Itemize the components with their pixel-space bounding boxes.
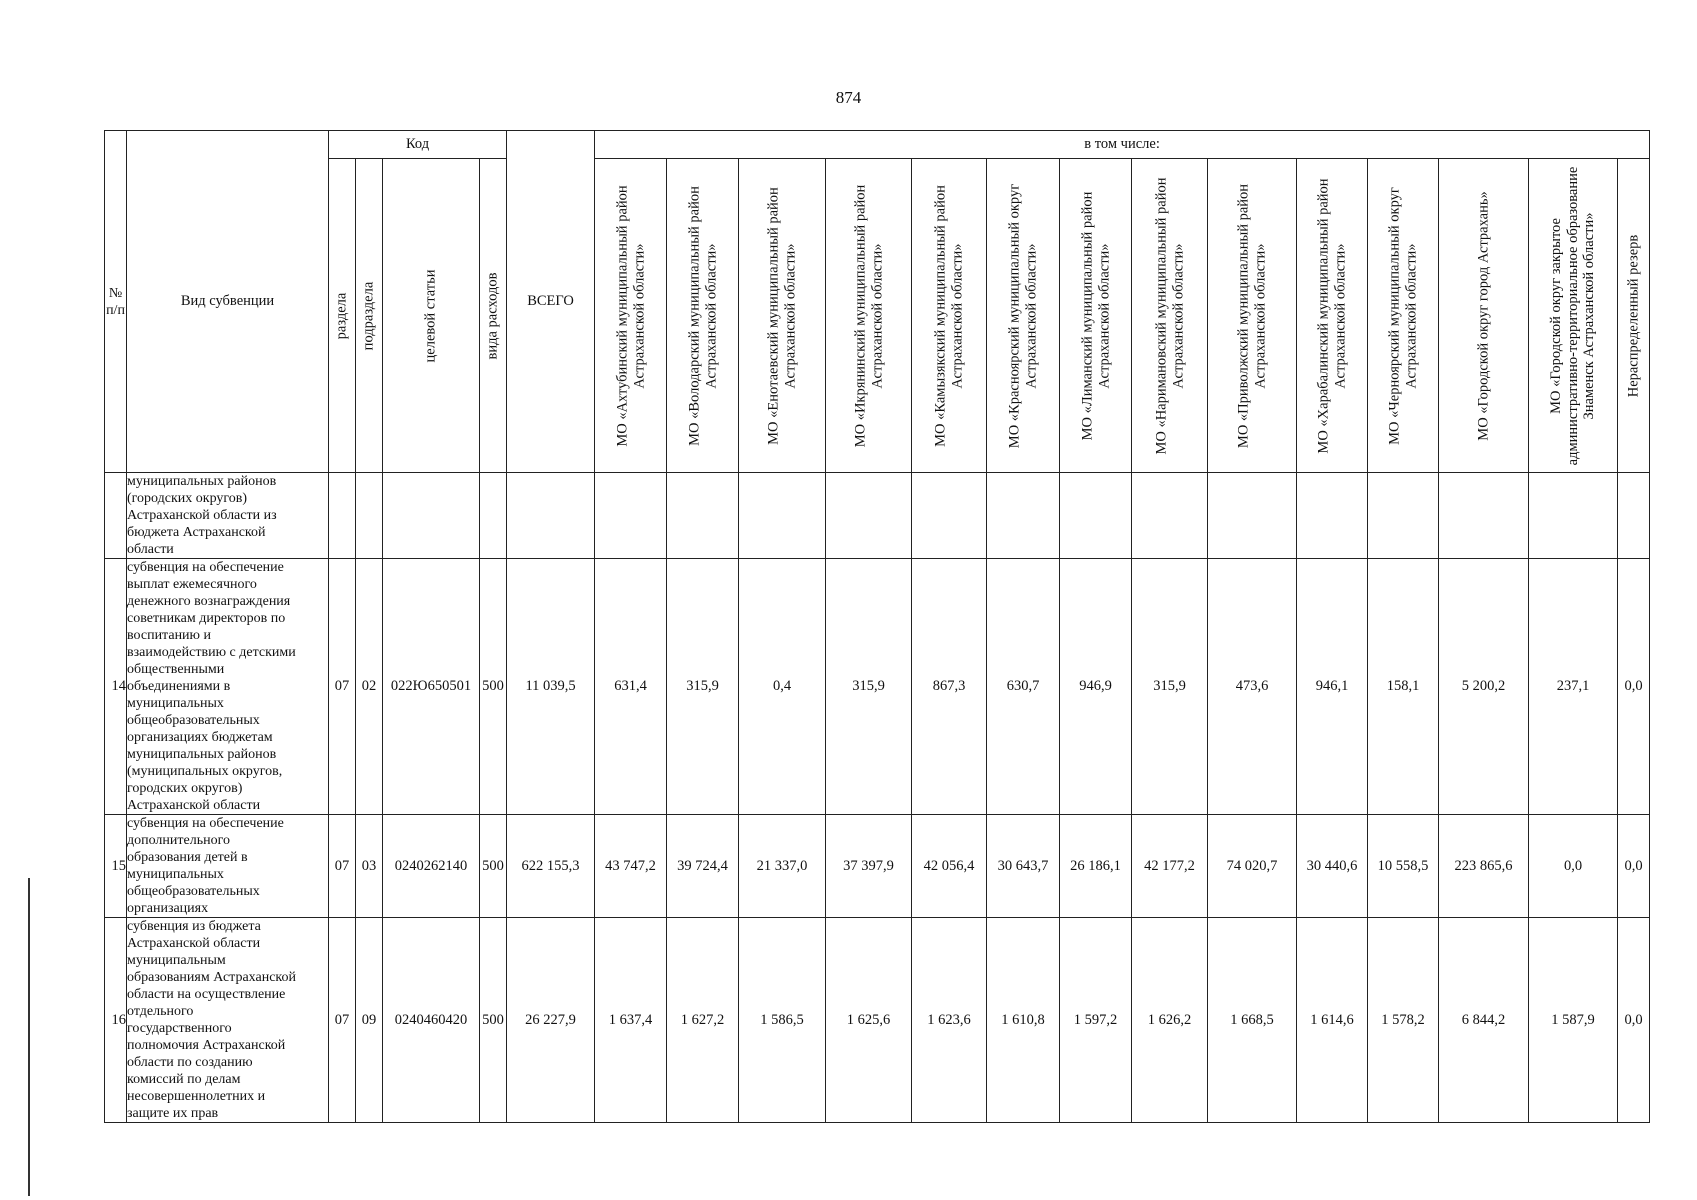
row-total [507, 473, 595, 559]
row-value: 223 865,6 [1439, 815, 1529, 918]
row-total: 622 155,3 [507, 815, 595, 918]
header-municipality [987, 159, 1060, 473]
header-municipality [1208, 159, 1297, 473]
row-vid: 500 [480, 559, 507, 815]
header-vid: Вид субвенции [127, 131, 329, 473]
header-municipality-label: МО «Ахтубинский муниципальный район Астраханской области» [613, 184, 647, 447]
table-row [105, 918, 1650, 1123]
row-value: 1 587,9 [1529, 918, 1618, 1123]
row-value [987, 473, 1060, 559]
row-description: муниципальных районов (городских округов) Астраханской области из бюджета Астраханской области [127, 473, 329, 559]
header-razdela-label: раздела [333, 292, 350, 339]
row-value: 1 586,5 [739, 918, 826, 1123]
row-podrazdel [356, 473, 383, 559]
header-municipality [667, 159, 739, 473]
row-description: субвенция на обеспечение дополнительного образования детей в муниципальных общеобразовательных организациях [127, 815, 329, 918]
header-kod: Код [329, 131, 507, 159]
header-num-label: № п/п [106, 285, 125, 318]
row-celevaya: 022Ю650501 [383, 559, 480, 815]
row-celevaya: 0240262140 [383, 815, 480, 918]
row-value: 1 578,2 [1368, 918, 1439, 1123]
row-value: 1 625,6 [826, 918, 912, 1123]
row-value: 946,9 [1060, 559, 1132, 815]
row-value: 237,1 [1529, 559, 1618, 815]
row-value: 1 668,5 [1208, 918, 1297, 1123]
header-celevoy [383, 159, 480, 473]
row-value: 946,1 [1297, 559, 1368, 815]
header-municipality-label: МО «Володарский муниципальный район Астраханской области» [685, 185, 719, 446]
row-value: 867,3 [912, 559, 987, 815]
table-row [105, 473, 1650, 559]
row-razdel: 07 [329, 918, 356, 1123]
row-value: 315,9 [826, 559, 912, 815]
row-value [1208, 473, 1297, 559]
header-municipality [1618, 159, 1650, 473]
header-municipality-label: МО «Городской округ закрытое административно-территориальное образование Знаменск Астраханской области» [1548, 166, 1598, 465]
row-number: 15 [105, 815, 127, 918]
header-vida [480, 159, 507, 473]
row-value: 42 177,2 [1132, 815, 1208, 918]
row-value: 0,0 [1529, 815, 1618, 918]
header-celevoy-label: целевой статьи [422, 269, 439, 362]
header-v-tom-chisle: в том числе: [595, 131, 1650, 159]
row-value [667, 473, 739, 559]
row-value: 1 627,2 [667, 918, 739, 1123]
row-value [1618, 473, 1650, 559]
row-value: 26 186,1 [1060, 815, 1132, 918]
header-municipality [739, 159, 826, 473]
row-value: 10 558,5 [1368, 815, 1439, 918]
row-value [1368, 473, 1439, 559]
row-value: 473,6 [1208, 559, 1297, 815]
row-razdel: 07 [329, 559, 356, 815]
header-vsego: ВСЕГО [507, 131, 595, 473]
header-razdela [329, 159, 356, 473]
header-municipality [1368, 159, 1439, 473]
row-value: 30 643,7 [987, 815, 1060, 918]
row-total: 26 227,9 [507, 918, 595, 1123]
row-number: 16 [105, 918, 127, 1123]
header-municipality-label: МО «Енотаевский муниципальный район Астраханской области» [765, 186, 799, 445]
header-municipality [1529, 159, 1618, 473]
row-vid: 500 [480, 918, 507, 1123]
row-total: 11 039,5 [507, 559, 595, 815]
row-vid: 500 [480, 815, 507, 918]
header-podrazdela-label: подраздела [360, 281, 377, 350]
row-celevaya [383, 473, 480, 559]
header-municipality-label: МО «Наримановский муниципальный район Астраханской области» [1152, 176, 1186, 455]
row-celevaya: 0240460420 [383, 918, 480, 1123]
row-number: 14 [105, 559, 127, 815]
table-row [105, 559, 1650, 815]
header-municipality [912, 159, 987, 473]
row-value: 0,0 [1618, 815, 1650, 918]
binding-margin-line [28, 878, 30, 1196]
row-value: 6 844,2 [1439, 918, 1529, 1123]
row-razdel: 07 [329, 815, 356, 918]
row-value: 315,9 [667, 559, 739, 815]
header-municipality-label: МО «Икрянинский муниципальный район Астраханской области» [851, 184, 885, 447]
header-municipality-label: МО «Харабалинский муниципальный район Астраханской области» [1315, 177, 1349, 454]
row-value [1529, 473, 1618, 559]
row-value: 0,0 [1618, 918, 1650, 1123]
row-razdel [329, 473, 356, 559]
header-municipality-label: Нераспределенный резерв [1625, 234, 1642, 397]
header-municipality-label: МО «Черноярский муниципальный округ Астраханской области» [1386, 186, 1420, 445]
row-value: 1 610,8 [987, 918, 1060, 1123]
page-number: 874 [835, 88, 862, 107]
header-vida-label: вида расходов [484, 272, 501, 359]
row-value: 0,0 [1618, 559, 1650, 815]
header-municipality-label: МО «Лиманский муниципальный район Астраханской области» [1078, 191, 1112, 440]
row-value [826, 473, 912, 559]
table-row [105, 815, 1650, 918]
row-value: 21 337,0 [739, 815, 826, 918]
row-value: 315,9 [1132, 559, 1208, 815]
row-podrazdel: 03 [356, 815, 383, 918]
row-value: 1 623,6 [912, 918, 987, 1123]
row-value: 39 724,4 [667, 815, 739, 918]
header-municipality [1060, 159, 1132, 473]
header-municipality-label: МО «Красноярский муниципальный округ Астраханской области» [1006, 183, 1040, 448]
row-value: 5 200,2 [1439, 559, 1529, 815]
row-value: 1 626,2 [1132, 918, 1208, 1123]
row-value [1297, 473, 1368, 559]
row-value [1439, 473, 1529, 559]
header-municipality-label: МО «Приволжский муниципальный район Астраханской области» [1235, 183, 1269, 448]
row-value [739, 473, 826, 559]
row-value: 631,4 [595, 559, 667, 815]
header-municipality [1132, 159, 1208, 473]
row-description: субвенция из бюджета Астраханской области муниципальным образованиям Астраханской области на осуществление отдельного государственного полномочия Астраханской области по созданию комиссий по делам несовершеннолетних и защите их прав [127, 918, 329, 1123]
row-value: 1 597,2 [1060, 918, 1132, 1123]
row-value: 37 397,9 [826, 815, 912, 918]
row-value: 1 637,4 [595, 918, 667, 1123]
row-value: 43 747,2 [595, 815, 667, 918]
row-value: 1 614,6 [1297, 918, 1368, 1123]
row-value [1132, 473, 1208, 559]
row-value: 0,4 [739, 559, 826, 815]
subvention-table [104, 130, 1650, 1123]
header-num [105, 131, 127, 473]
row-value [1060, 473, 1132, 559]
row-value: 630,7 [987, 559, 1060, 815]
table-body [105, 473, 1650, 1123]
row-value: 42 056,4 [912, 815, 987, 918]
row-podrazdel: 02 [356, 559, 383, 815]
row-value: 158,1 [1368, 559, 1439, 815]
row-description: субвенция на обеспечение выплат ежемесячного денежного вознаграждения советникам директоров по воспитанию и взаимодействию с детскими общественными объединениями в муниципальных общеобразовательных организациях бюджетам муниципальных районов (муниципальных округов, городских округов) Астраханской области [127, 559, 329, 815]
header-municipality [826, 159, 912, 473]
header-municipality [1297, 159, 1368, 473]
row-value [912, 473, 987, 559]
row-vid [480, 473, 507, 559]
header-municipality-label: МО «Камызякский муниципальный район Астраханской области» [932, 184, 966, 447]
header-municipality [595, 159, 667, 473]
row-number [105, 473, 127, 559]
header-municipality-label: МО «Городской округ город Астрахань» [1475, 190, 1492, 441]
row-value: 30 440,6 [1297, 815, 1368, 918]
row-podrazdel: 09 [356, 918, 383, 1123]
header-podrazdela [356, 159, 383, 473]
row-value [595, 473, 667, 559]
header-municipality [1439, 159, 1529, 473]
row-value: 74 020,7 [1208, 815, 1297, 918]
